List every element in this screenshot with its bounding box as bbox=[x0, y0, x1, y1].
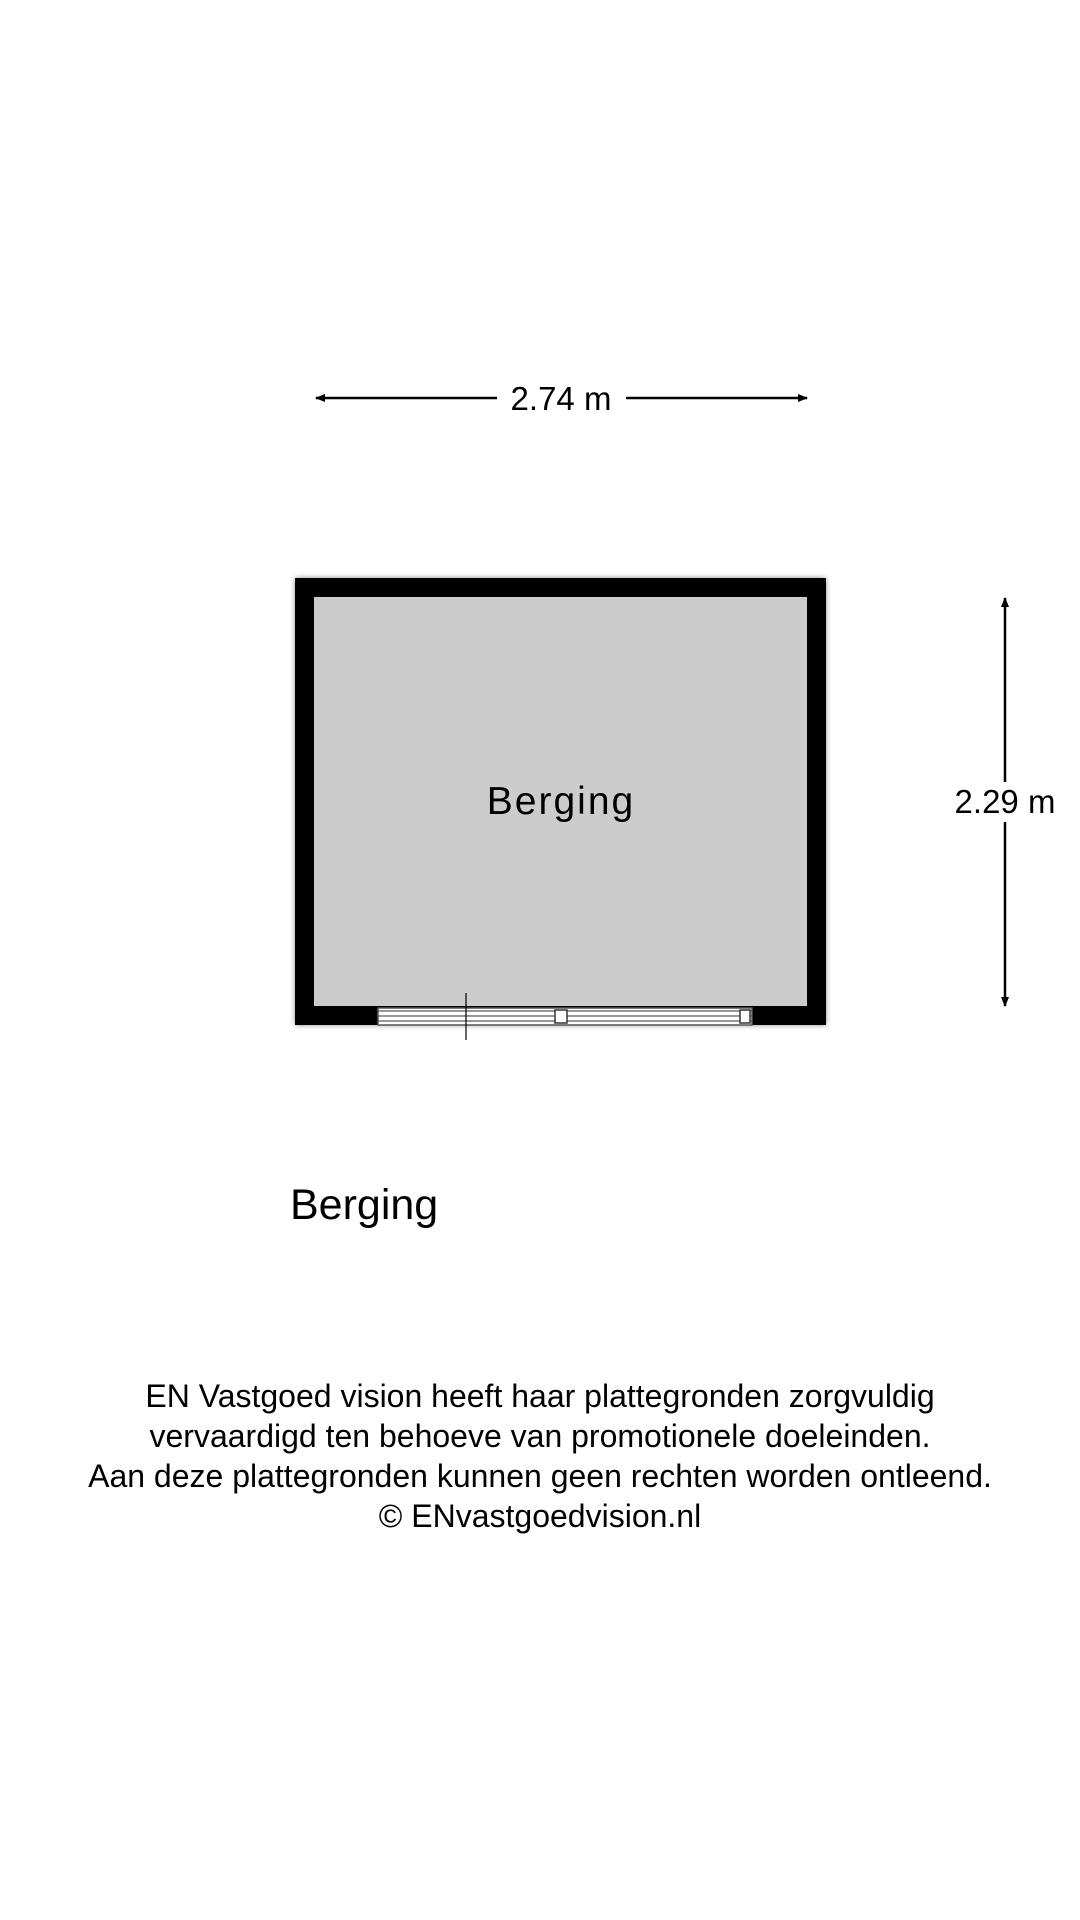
width-dimension-label: 2.74 m bbox=[510, 380, 612, 417]
disclaimer-line: Aan deze plattegronden kunnen geen rechten worden ontleend. bbox=[88, 1458, 992, 1494]
floor-title: Berging bbox=[290, 1181, 439, 1229]
room-label: Berging bbox=[486, 780, 636, 823]
depth-dimension-label: 2.29 m bbox=[954, 783, 1056, 820]
room-berging bbox=[295, 578, 826, 1040]
disclaimer bbox=[0, 1376, 1080, 1536]
copyright-line: © ENvastgoedvision.nl bbox=[378, 1498, 702, 1534]
disclaimer-line: EN Vastgoed vision heeft haar plattegronden zorgvuldig bbox=[145, 1378, 935, 1414]
disclaimer-line: vervaardigd ten behoeve van promotionele doeleinden. bbox=[149, 1418, 931, 1454]
depth-dimension bbox=[955, 598, 1056, 1006]
width-dimension bbox=[316, 380, 807, 417]
